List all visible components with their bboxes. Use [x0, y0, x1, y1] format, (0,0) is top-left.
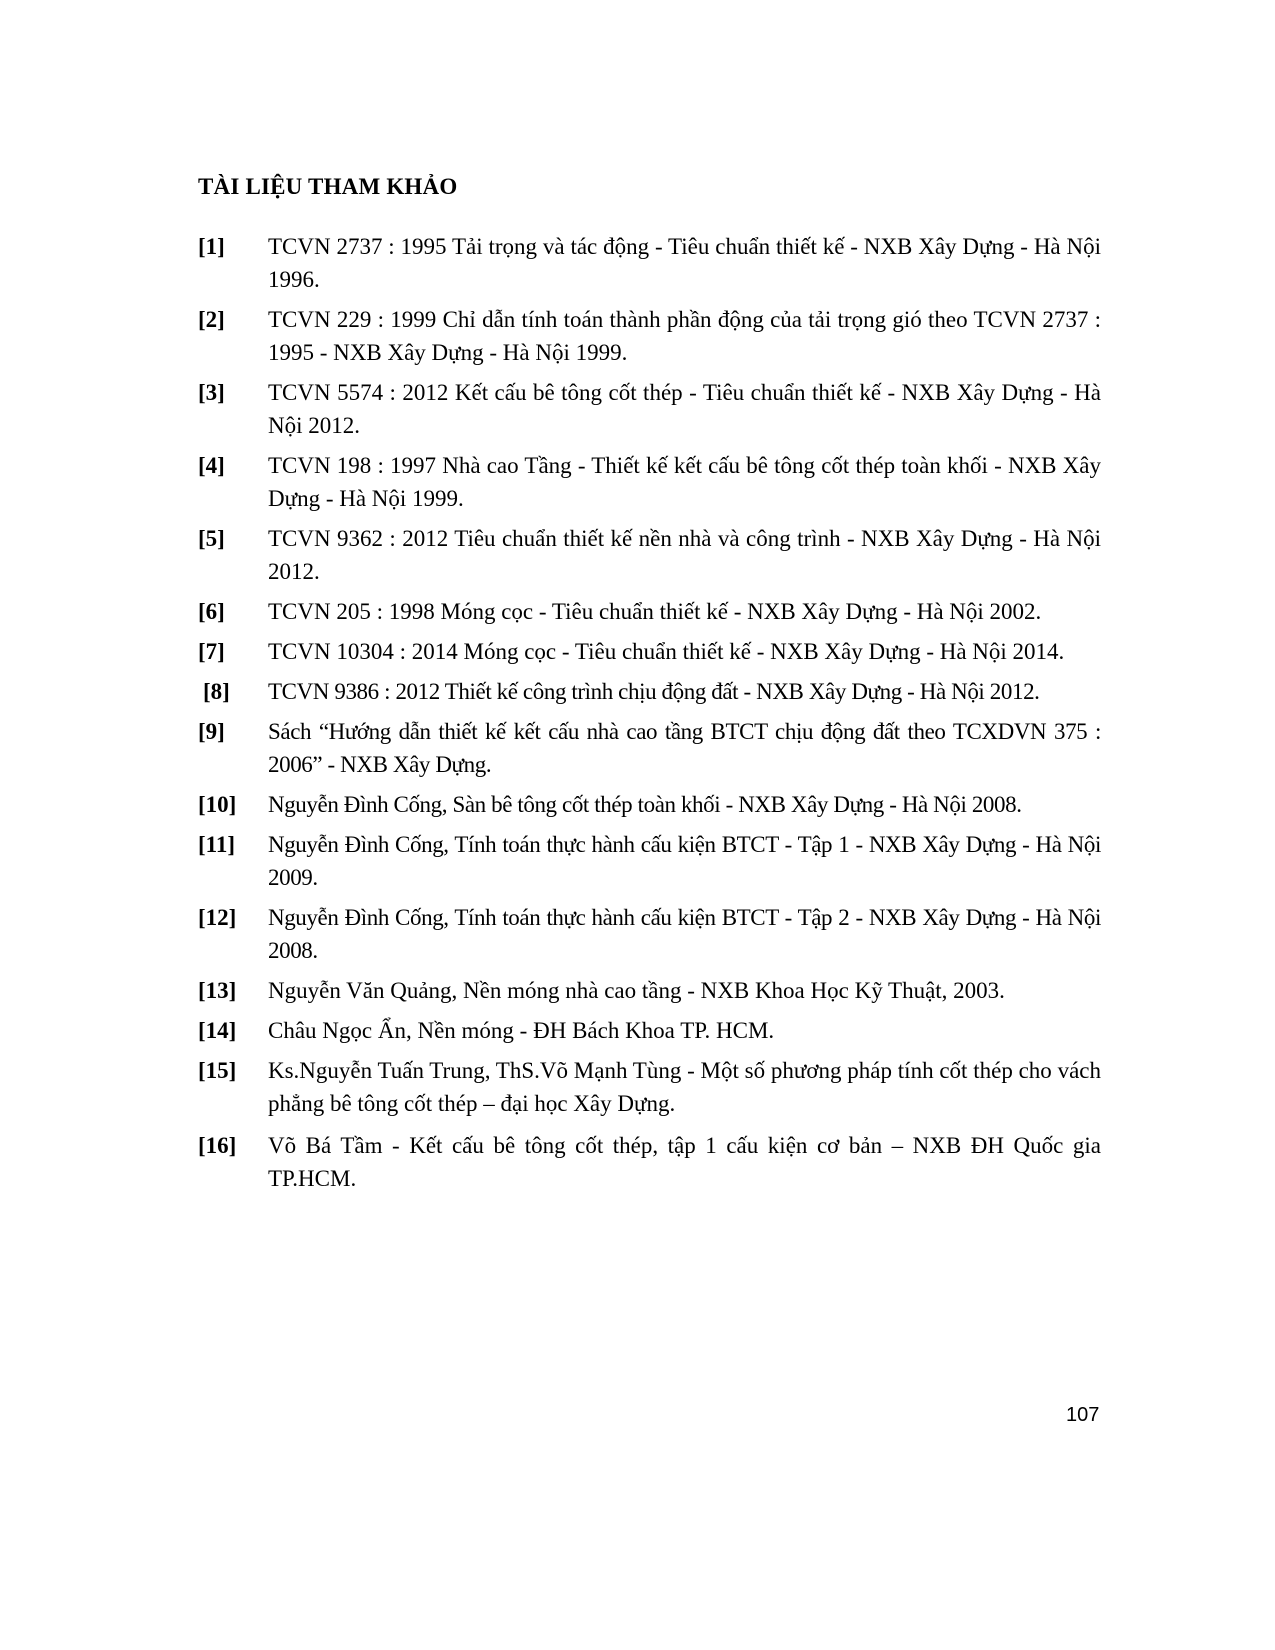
reference-item — [198, 595, 1101, 628]
reference-text: Sách “Hướng dẫn thiết kế kết cấu nhà cao tầng BTCT chịu động đất theo TCXDVN 375 : 2006” - NXB Xây Dựng. — [268, 719, 1101, 777]
reference-number: [3] — [198, 380, 225, 405]
reference-text: Ks.Nguyễn Tuấn Trung, ThS.Võ Mạnh Tùng - Một số phương pháp tính cốt thép cho vách phẳng bê tông cốt thép – đại học Xây Dựng. — [268, 1058, 1101, 1116]
page-number: 107 — [1066, 1404, 1100, 1426]
reference-item — [198, 522, 1101, 588]
reference-number: [2] — [198, 307, 225, 332]
reference-text: Nguyễn Đình Cống, Tính toán thực hành cấu kiện BTCT - Tập 2 - NXB Xây Dựng - Hà Nội 2008. — [268, 905, 1101, 963]
reference-text: Nguyễn Đình Cống, Tính toán thực hành cấu kiện BTCT - Tập 1 - NXB Xây Dựng - Hà Nội 2009. — [268, 832, 1101, 890]
reference-number: [12] — [198, 905, 237, 930]
reference-number: [6] — [198, 599, 225, 624]
reference-text: Nguyễn Đình Cống, Sàn bê tông cốt thép toàn khối - NXB Xây Dựng - Hà Nội 2008. — [268, 792, 1022, 817]
reference-item — [198, 675, 1101, 708]
reference-item — [198, 1014, 1101, 1047]
reference-item — [198, 828, 1101, 894]
reference-number: [16] — [198, 1133, 237, 1158]
reference-item — [198, 230, 1101, 296]
reference-item — [198, 635, 1101, 668]
reference-item — [198, 901, 1101, 967]
reference-number: [14] — [198, 1018, 237, 1043]
reference-number: [15] — [198, 1058, 237, 1083]
reference-number: [1] — [198, 234, 225, 259]
reference-item — [198, 449, 1101, 515]
reference-number: [9] — [198, 719, 225, 744]
reference-number: [13] — [198, 978, 237, 1003]
reference-text: TCVN 10304 : 2014 Móng cọc - Tiêu chuẩn thiết kế - NXB Xây Dựng - Hà Nội 2014. — [268, 639, 1065, 664]
reference-number: [11] — [198, 832, 236, 857]
reference-number: [10] — [198, 792, 237, 817]
reference-text: TCVN 5574 : 2012 Kết cấu bê tông cốt thép - Tiêu chuẩn thiết kế - NXB Xây Dựng - Hà Nội 2012. — [268, 380, 1101, 438]
reference-text: Nguyễn Văn Quảng, Nền móng nhà cao tầng - NXB Khoa Học Kỹ Thuật, 2003. — [268, 978, 1005, 1003]
reference-text: TCVN 9362 : 2012 Tiêu chuẩn thiết kế nền nhà và công trình - NXB Xây Dựng - Hà Nội 2012. — [268, 526, 1101, 584]
reference-number: [4] — [198, 453, 225, 478]
reference-text: TCVN 9386 : 2012 Thiết kế công trình chịu động đất - NXB Xây Dựng - Hà Nội 2012. — [268, 679, 1040, 704]
reference-item — [198, 303, 1101, 369]
reference-text: TCVN 198 : 1997 Nhà cao Tầng - Thiết kế kết cấu bê tông cốt thép toàn khối - NXB Xây Dựng - Hà Nội 1999. — [268, 453, 1101, 511]
reference-item — [198, 715, 1101, 781]
reference-item — [198, 1054, 1101, 1120]
reference-number: [7] — [198, 639, 225, 664]
reference-item — [198, 974, 1101, 1007]
reference-text: Châu Ngọc Ẩn, Nền móng - ĐH Bách Khoa TP. HCM. — [268, 1018, 775, 1043]
reference-number: [5] — [198, 526, 225, 551]
reference-text: TCVN 205 : 1998 Móng cọc - Tiêu chuẩn thiết kế - NXB Xây Dựng - Hà Nội 2002. — [268, 599, 1042, 624]
reference-text: Võ Bá Tầm - Kết cấu bê tông cốt thép, tập 1 cấu kiện cơ bản – NXB ĐH Quốc gia TP.HCM. — [268, 1133, 1101, 1191]
reference-text: TCVN 2737 : 1995 Tải trọng và tác động - Tiêu chuẩn thiết kế - NXB Xây Dựng - Hà Nội 1996. — [268, 234, 1101, 292]
reference-list — [198, 230, 1101, 1202]
reference-text: TCVN 229 : 1999 Chỉ dẫn tính toán thành phần động của tải trọng gió theo TCVN 2737 : 1995 - NXB Xây Dựng - Hà Nội 1999. — [268, 307, 1101, 365]
reference-number: [8] — [203, 679, 230, 704]
reference-item — [198, 1129, 1101, 1195]
reference-item — [198, 376, 1101, 442]
reference-item — [198, 788, 1101, 821]
page-title: TÀI LIỆU THAM KHẢO — [198, 174, 458, 199]
